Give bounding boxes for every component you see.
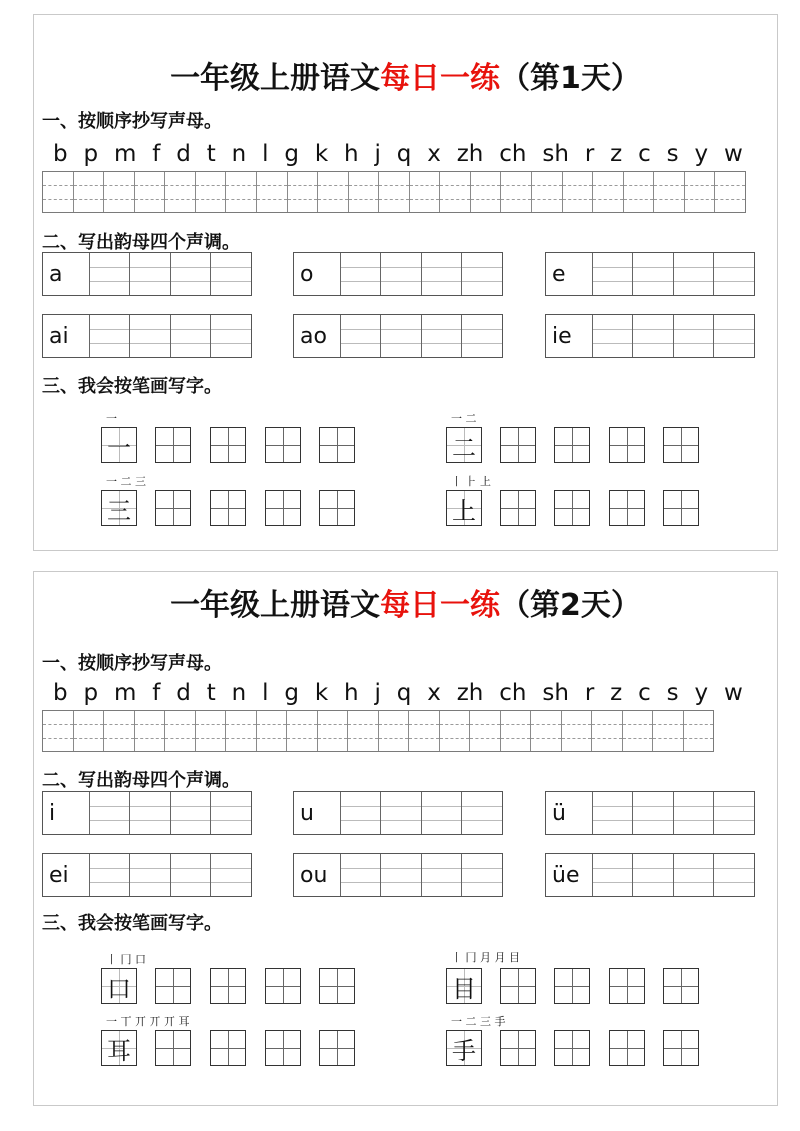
tianzi-box[interactable] <box>210 968 246 1004</box>
stroke-order: 一 二 三 <box>106 475 146 488</box>
model-character: 耳 <box>101 1030 137 1066</box>
stroke-order: 一 二 三 手 <box>451 1015 506 1028</box>
initial: c <box>638 680 651 706</box>
final-label: ou <box>294 854 341 896</box>
tianzi-box[interactable] <box>554 427 590 463</box>
initial: s <box>666 680 679 706</box>
tianzi-box[interactable] <box>663 427 699 463</box>
final-label: i <box>43 792 90 834</box>
tianzi-box[interactable] <box>554 490 590 526</box>
initials-writing-grid[interactable] <box>42 710 714 752</box>
initial: k <box>314 680 329 706</box>
tianzi-box[interactable] <box>265 427 301 463</box>
tianzi-box[interactable] <box>554 968 590 1004</box>
tone-grid[interactable] <box>545 791 755 835</box>
tone-grid[interactable] <box>545 853 755 897</box>
model-character: 一 <box>101 427 137 463</box>
tianzi-box[interactable] <box>319 427 355 463</box>
initial: zh <box>456 680 484 706</box>
tianzi-box[interactable] <box>609 1030 645 1066</box>
tianzi-box[interactable] <box>155 427 191 463</box>
initial: g <box>284 141 299 167</box>
title-highlight: 每日一练 <box>380 61 501 96</box>
tone-grid[interactable] <box>293 853 503 897</box>
tianzi-box[interactable] <box>155 1030 191 1066</box>
initial: f <box>152 141 161 167</box>
initial: x <box>427 141 441 167</box>
initial: m <box>113 141 137 167</box>
initial: p <box>83 680 99 706</box>
initial: sh <box>542 141 569 167</box>
stroke-order: 一 丅 丌 丌 丌 耳 <box>106 1015 190 1028</box>
initial: s <box>666 141 679 167</box>
tianzi-box[interactable] <box>663 968 699 1004</box>
tone-grid[interactable] <box>293 252 503 296</box>
final-label: ao <box>294 315 341 357</box>
worksheet-day-1 <box>33 14 778 551</box>
initial: z <box>610 141 623 167</box>
final-label: üe <box>546 854 593 896</box>
initial: r <box>584 141 595 167</box>
final-label: ai <box>43 315 90 357</box>
section-1-heading: 一、按顺序抄写声母。 <box>42 653 222 674</box>
tianzi-box[interactable] <box>210 427 246 463</box>
page-title: 一年级上册语文每日一练（第2天） <box>170 588 641 623</box>
tianzi-box[interactable] <box>319 1030 355 1066</box>
initial: ch <box>499 141 527 167</box>
initial: k <box>314 141 329 167</box>
tone-grid[interactable] <box>42 314 252 358</box>
tianzi-box[interactable] <box>319 490 355 526</box>
final-label: ü <box>546 792 593 834</box>
initial: f <box>152 680 161 706</box>
model-character: 手 <box>446 1030 482 1066</box>
initial: p <box>83 141 99 167</box>
section-2-heading: 二、写出韵母四个声调。 <box>42 770 240 791</box>
tone-grid[interactable] <box>545 252 755 296</box>
initial: h <box>344 680 359 706</box>
tone-grid[interactable] <box>293 791 503 835</box>
model-character: 上 <box>446 490 482 526</box>
initial: y <box>694 141 709 167</box>
model-character: 三 <box>101 490 137 526</box>
initial: n <box>231 141 247 167</box>
tianzi-box[interactable] <box>210 490 246 526</box>
initial: ch <box>499 680 527 706</box>
tone-grid[interactable] <box>42 853 252 897</box>
stroke-order: 丨 ⺊ 上 <box>451 475 491 488</box>
tone-grid[interactable] <box>545 314 755 358</box>
page-title: 一年级上册语文每日一练（第1天） <box>170 61 641 96</box>
section-2-heading: 二、写出韵母四个声调。 <box>42 232 240 253</box>
final-label: o <box>294 253 341 295</box>
initial: g <box>284 680 299 706</box>
initial: m <box>113 680 137 706</box>
stroke-order: 一 <box>106 412 117 425</box>
section-3-heading: 三、我会按笔画写字。 <box>42 913 222 934</box>
tianzi-box[interactable] <box>265 1030 301 1066</box>
tianzi-box[interactable] <box>500 968 536 1004</box>
initial: d <box>176 680 191 706</box>
stroke-order: 丨 冂 月 月 目 <box>451 951 520 964</box>
tianzi-box[interactable] <box>609 490 645 526</box>
tianzi-box[interactable] <box>265 968 301 1004</box>
initial: l <box>262 680 269 706</box>
model-character: 目 <box>446 968 482 1004</box>
tianzi-box[interactable] <box>319 968 355 1004</box>
initial: q <box>396 680 412 706</box>
tone-grid[interactable] <box>293 314 503 358</box>
initials-row <box>53 141 743 167</box>
tone-grid[interactable] <box>42 791 252 835</box>
initial: n <box>231 680 247 706</box>
tianzi-box[interactable] <box>554 1030 590 1066</box>
initials-writing-grid[interactable] <box>42 171 746 213</box>
initial: q <box>396 141 412 167</box>
title-highlight: 每日一练 <box>380 588 501 623</box>
initial: j <box>374 680 381 706</box>
model-character: 二 <box>446 427 482 463</box>
tianzi-box[interactable] <box>663 490 699 526</box>
final-label: ie <box>546 315 593 357</box>
initial: b <box>53 141 68 167</box>
tianzi-box[interactable] <box>265 490 301 526</box>
tianzi-box[interactable] <box>155 968 191 1004</box>
tone-grid[interactable] <box>42 252 252 296</box>
tianzi-box[interactable] <box>609 968 645 1004</box>
tianzi-box[interactable] <box>155 490 191 526</box>
initial: b <box>53 680 68 706</box>
model-character: 口 <box>101 968 137 1004</box>
initial: y <box>694 680 709 706</box>
stroke-order: 一 二 <box>451 412 477 425</box>
worksheet-day-2 <box>33 571 778 1106</box>
initial: w <box>724 141 743 167</box>
initial: t <box>206 141 216 167</box>
tianzi-box[interactable] <box>500 427 536 463</box>
initial: x <box>427 680 441 706</box>
initial: h <box>344 141 359 167</box>
tianzi-box[interactable] <box>500 1030 536 1066</box>
tianzi-box[interactable] <box>210 1030 246 1066</box>
initial: j <box>374 141 381 167</box>
section-1-heading: 一、按顺序抄写声母。 <box>42 111 222 132</box>
initial: t <box>206 680 216 706</box>
initial: r <box>584 680 595 706</box>
final-label: e <box>546 253 593 295</box>
initial: zh <box>456 141 484 167</box>
tianzi-box[interactable] <box>609 427 645 463</box>
final-label: ei <box>43 854 90 896</box>
initial: c <box>638 141 651 167</box>
initial: d <box>176 141 191 167</box>
initial: l <box>262 141 269 167</box>
final-label: a <box>43 253 90 295</box>
tianzi-box[interactable] <box>663 1030 699 1066</box>
initial: sh <box>542 680 569 706</box>
initial: z <box>610 680 623 706</box>
initials-row <box>53 680 743 706</box>
stroke-order: 丨 冂 口 <box>106 953 146 966</box>
section-3-heading: 三、我会按笔画写字。 <box>42 376 222 397</box>
initial: w <box>724 680 743 706</box>
final-label: u <box>294 792 341 834</box>
tianzi-box[interactable] <box>500 490 536 526</box>
